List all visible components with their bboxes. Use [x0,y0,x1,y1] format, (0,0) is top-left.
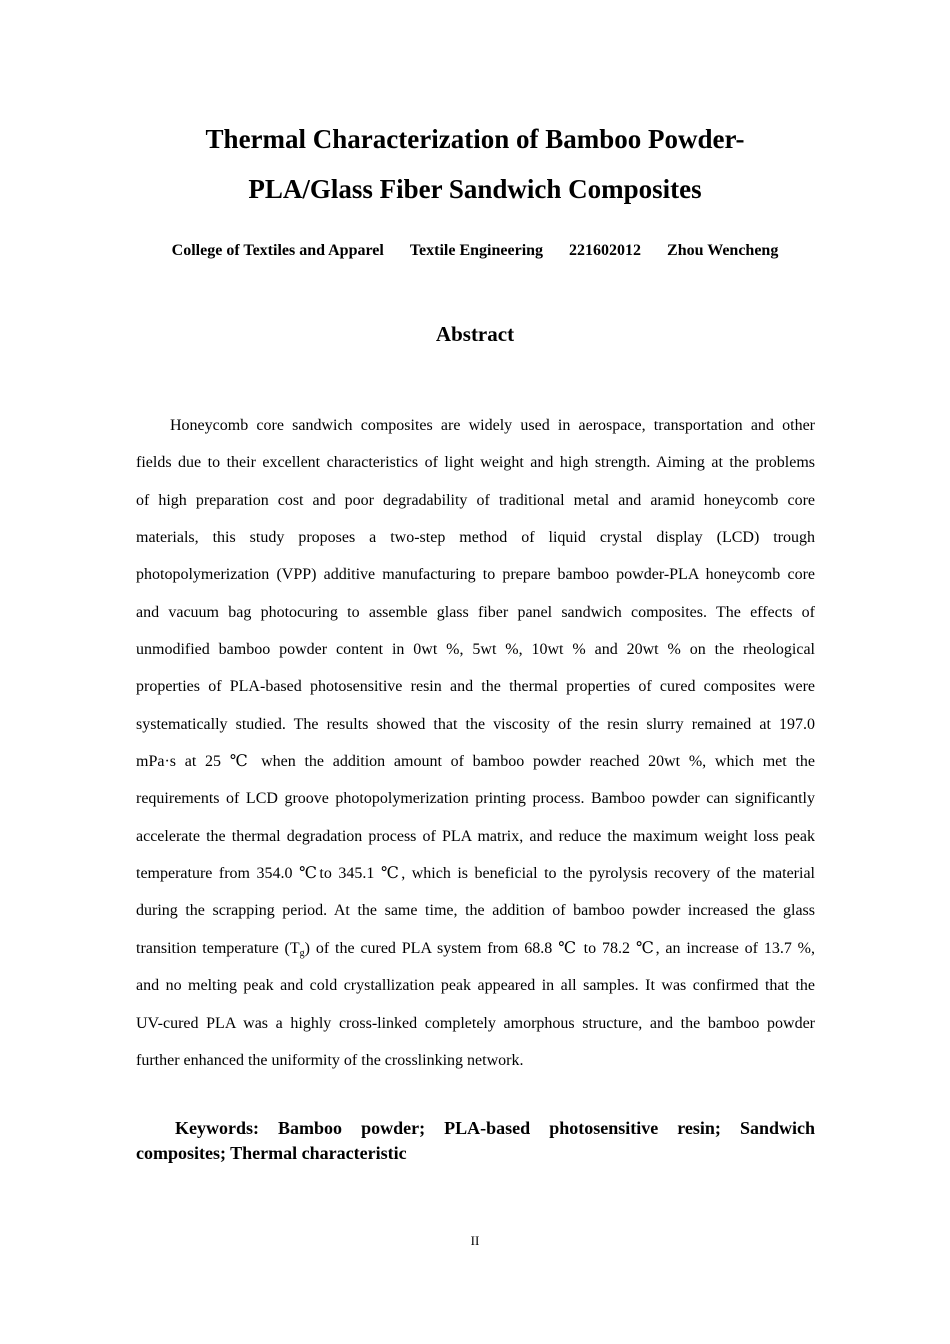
student-id: 221602012 [569,242,642,259]
abstract-heading: Abstract [435,322,515,346]
abstract-line: of high preparation cost and poor degradability of traditional metal and aramid honeycomb core [136,491,815,509]
abstract-line: mPa·s at 25 ℃ when the addition amount of bamboo powder reached 20wt %, which met the [136,753,815,771]
keywords-block [136,1116,815,1166]
major-name: Textile Engineering [409,242,544,259]
abstract-line: unmodified bamboo powder content in 0wt %, 5wt %, 10wt % and 20wt % on the rheological [136,641,815,659]
abstract-line: systematically studied. The results showed that the viscosity of the resin slurry remained at 197.0 [136,715,815,733]
abstract-line: and no melting peak and cold crystallization peak appeared in all samples. It was confirmed that the [136,977,815,995]
page-number: II [470,1233,480,1248]
abstract-paragraph [136,407,815,1079]
abstract-line: further enhanced the uniformity of the crosslinking network. [136,1051,524,1069]
author-name: Zhou Wencheng [667,242,779,259]
abstract-line: temperature from 354.0 ℃to 345.1 ℃, which is beneficial to the pyrolysis recovery of the material [136,865,815,883]
author-byline [0,240,950,262]
abstract-line: accelerate the thermal degradation process of PLA matrix, and reduce the maximum weight loss peak [136,827,815,845]
keywords-line-1: Keywords: Bamboo powder; PLA-based photosensitive resin; Sandwich [175,1118,815,1138]
abstract-line: and vacuum bag photocuring to assemble glass fiber panel sandwich composites. The effects of [136,603,815,621]
tg-subscript: g [299,947,305,959]
title-line-2: PLA/Glass Fiber Sandwich Composites [248,174,702,204]
abstract-line: photopolymerization (VPP) additive manufacturing to prepare bamboo powder-PLA honeycomb core [136,566,815,584]
abstract-line: requirements of LCD groove photopolymerization printing process. Bamboo powder can significantly [136,790,815,808]
abstract-line: fields due to their excellent characteristics of light weight and high strength. Aiming at the problems [136,454,815,472]
college-name: College of Textiles and Apparel [171,242,384,259]
tg-text-after: ) of the cured PLA system from 68.8 ℃ to 78.2 ℃, an increase of 13.7 %, [304,939,815,957]
abstract-line: UV-cured PLA was a highly cross-linked completely amorphous structure, and the bamboo powder [136,1014,815,1032]
abstract-line: materials, this study proposes a two-step method of liquid crystal display (LCD) trough [136,529,815,547]
abstract-line: properties of PLA-based photosensitive resin and the thermal properties of cured composites were [136,678,815,696]
abstract-line-tg [136,930,815,967]
keywords-line-2: composites; Thermal characteristic [136,1143,407,1163]
title-line-1: Thermal Characterization of Bamboo Powder- [205,124,745,154]
abstract-line: Honeycomb core sandwich composites are widely used in aerospace, transportation and other [170,417,815,434]
tg-text-before: transition temperature (T [136,939,300,957]
abstract-line: during the scrapping period. At the same time, the addition of bamboo powder increased the glass [136,902,815,920]
